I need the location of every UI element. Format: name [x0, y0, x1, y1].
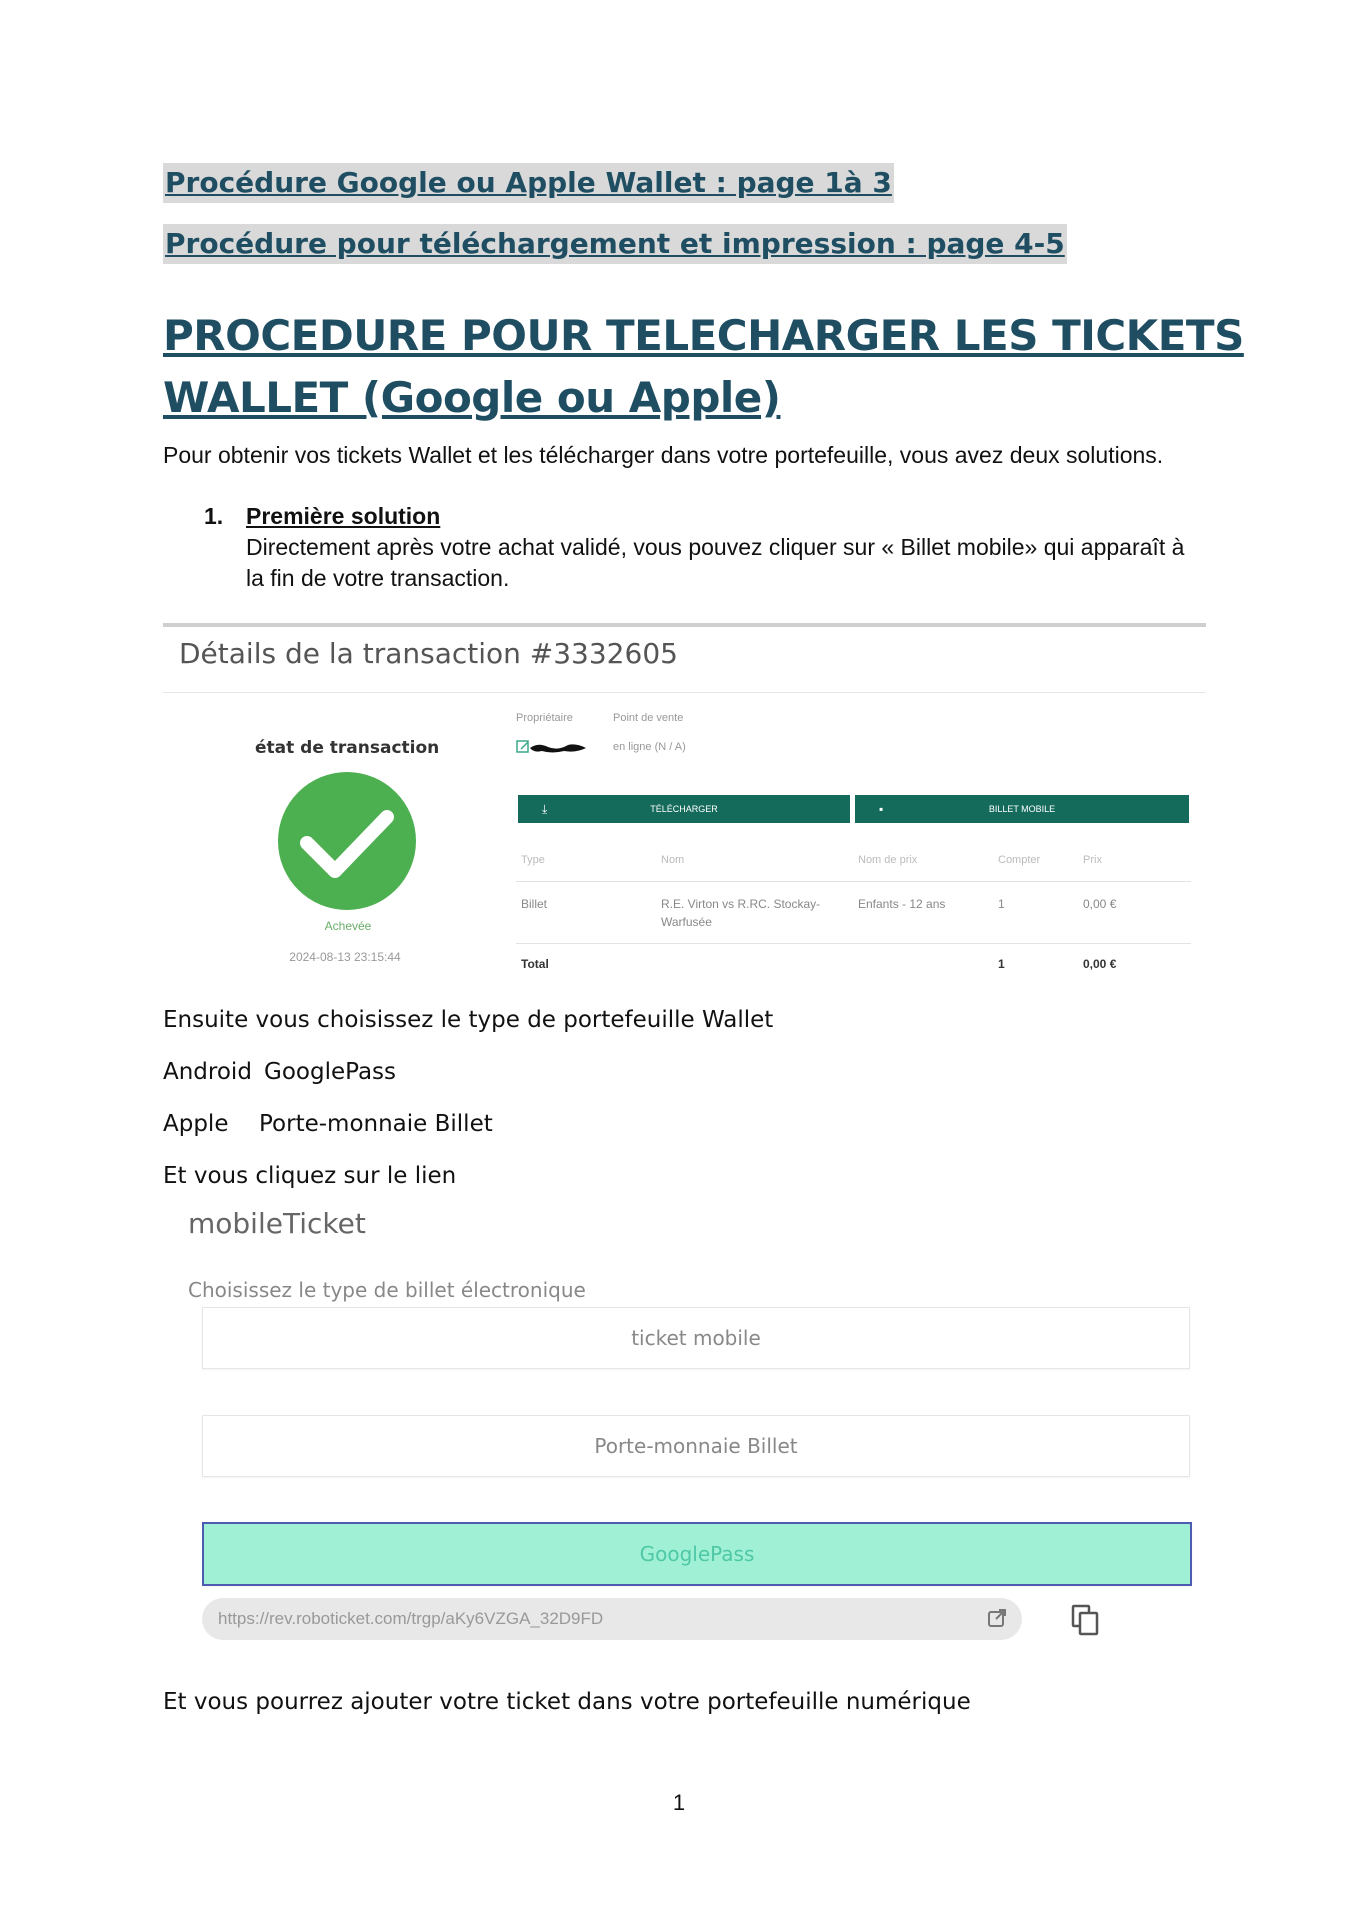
choose-wallet-text: Ensuite vous choisissez le type de portefeuille Wallet: [163, 1007, 774, 1033]
android-value: GooglePass: [264, 1059, 397, 1085]
final-text: Et vous pourrez ajouter votre ticket dans votre portefeuille numérique: [163, 1689, 971, 1715]
col-name: Nom: [661, 854, 685, 866]
transaction-datetime: 2024-08-13 23:15:44: [289, 950, 401, 964]
copy-icon[interactable]: [1070, 1604, 1100, 1636]
top-divider: [163, 623, 1206, 627]
transaction-screenshot: [163, 623, 1206, 983]
row-type: Billet: [521, 897, 548, 911]
list-text-line1: Directement après votre achat validé, vous pouvez cliquer sur « Billet mobile» qui apparaît à: [246, 534, 1185, 560]
title-divider: [163, 692, 1206, 693]
option-googlepass[interactable]: GooglePass: [202, 1522, 1192, 1586]
status-text: Achevée: [324, 919, 372, 933]
pos-label: Point de vente: [613, 712, 684, 724]
row-price: 0,00 €: [1083, 897, 1117, 911]
intro-paragraph: Pour obtenir vos tickets Wallet et les télécharger dans votre portefeuille, vous avez deux solutions.: [163, 442, 1164, 468]
transaction-state-label: état de transaction: [255, 738, 440, 758]
download-button[interactable]: [518, 795, 850, 823]
total-label: Total: [521, 957, 549, 971]
message-icon: ▪: [879, 802, 884, 816]
owner-edit-icon[interactable]: [516, 739, 588, 755]
col-count: Compter: [998, 854, 1041, 866]
total-price: 0,00 €: [1083, 957, 1117, 971]
mobile-ticket-button-label: BILLET MOBILE: [988, 804, 1056, 814]
list-title: Première solution: [246, 503, 441, 529]
main-heading-line1: PROCEDURE POUR TELECHARGER LES TICKETS: [163, 311, 1244, 360]
url-field[interactable]: [202, 1598, 1022, 1640]
row-price-name: Enfants - 12 ans: [858, 897, 946, 911]
option-porte-monnaie[interactable]: Porte-monnaie Billet: [202, 1415, 1190, 1477]
check-circle-icon: [277, 771, 417, 911]
open-external-icon[interactable]: [986, 1607, 1008, 1629]
table-divider-total: [516, 943, 1191, 944]
page-number: 1: [672, 1790, 686, 1815]
apple-label: Apple: [163, 1111, 229, 1137]
list-text-line2: la fin de votre transaction.: [246, 565, 510, 591]
apple-value: Porte-monnaie Billet: [259, 1111, 493, 1137]
total-count: 1: [998, 957, 1005, 971]
col-type: Type: [521, 854, 545, 866]
col-price-name: Nom de prix: [858, 854, 918, 866]
main-heading-line2: WALLET (Google ou Apple): [163, 373, 781, 422]
android-label: Android: [163, 1059, 252, 1085]
col-price: Prix: [1083, 854, 1102, 866]
row-name-line1: R.E. Virton vs R.RC. Stockay-: [661, 897, 821, 911]
table-divider: [516, 881, 1191, 882]
download-icon: ⤓: [542, 802, 548, 816]
list-number: 1.: [204, 503, 224, 529]
row-count: 1: [998, 897, 1005, 911]
row-name-line2: Warfusée: [661, 915, 712, 929]
url-text: https://rev.roboticket.com/trgp/aKy6VZGA_32D9FD: [218, 1609, 604, 1628]
option-ticket-mobile[interactable]: ticket mobile: [202, 1307, 1190, 1369]
toc-link-download[interactable]: Procédure pour téléchargement et impression : page 4-5: [163, 224, 1067, 264]
click-link-text: Et vous cliquez sur le lien: [163, 1163, 457, 1189]
transaction-title: Détails de la transaction #3332605: [179, 637, 678, 670]
mobile-ticket-subtitle: Choisissez le type de billet électronique: [188, 1278, 586, 1302]
pos-value: en ligne (N / A): [613, 741, 686, 753]
mobile-ticket-button[interactable]: [855, 795, 1189, 823]
owner-label: Propriétaire: [516, 712, 573, 724]
toc-link-wallet[interactable]: Procédure Google ou Apple Wallet : page 1à 3: [163, 163, 894, 203]
mobile-ticket-title: mobileTicket: [188, 1207, 366, 1240]
download-button-label: TÉLÉCHARGER: [650, 804, 718, 814]
